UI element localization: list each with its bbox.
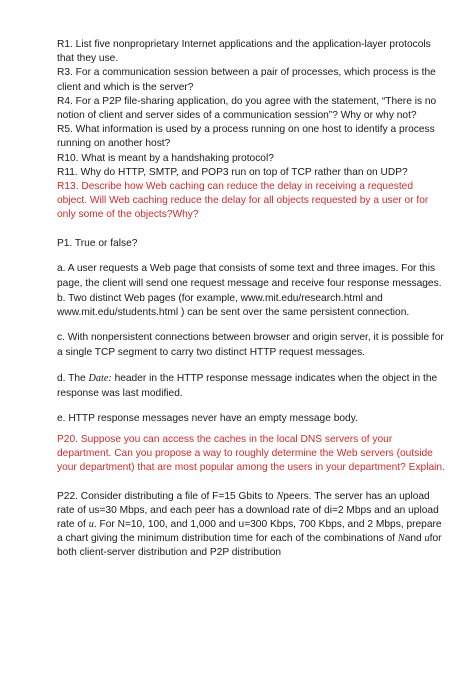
problem-p22 — [57, 490, 445, 561]
p22-part1: P22. Consider distributing a file of F=15 Gbits to — [57, 490, 277, 502]
p1-d-prefix: d. The — [57, 372, 89, 384]
question-r4: R4. For a P2P file-sharing application, do you agree with the statement, “There is no notion of client and server sides of a communication session”? Why or why not? — [57, 95, 437, 122]
question-r11: R11. Why do HTTP, SMTP, and POP3 run on top of TCP rather than on UDP? — [57, 166, 408, 178]
p1-d-date-term: Date: — [88, 372, 112, 384]
spacer — [57, 426, 445, 433]
problem-p1-a: a. A user requests a Web page that consists of some text and three images. For this page, the client will send one request message and receive four response messages. — [57, 262, 442, 290]
p22-u-var: u — [88, 518, 94, 530]
spacer — [57, 223, 445, 237]
p22-N-var: N — [276, 490, 284, 502]
question-r1: R1. List five nonproprietary Internet applications and the application-layer protocols that they use. — [57, 39, 431, 65]
homework-document — [57, 38, 445, 561]
spacer — [57, 402, 445, 412]
problem-p1-e: e. HTTP response messages never have an empty message body. — [57, 412, 358, 424]
question-r13: R13. Describe how Web caching can reduce the delay in receiving a requested object. Will Web caching reduce the delay for all objects requested by a user or for only some of the objects?Why? — [57, 181, 429, 221]
p22-part5: for both client-server distribution and P2P distribution — [57, 533, 442, 559]
spacer — [57, 251, 445, 261]
spacer — [57, 320, 445, 330]
problem-p20: P20. Suppose you can access the caches in the local DNS servers of your department. Can you propose a way to roughly determine the Web servers (outside your department) that are most popular among the users in your department? Explain. — [57, 433, 445, 474]
p22-part2: peers. The server has an upload rate of us=30 Mbps, and each peer has a download rate of di=2 Mbps and an upload rate of — [57, 490, 439, 530]
p22-part3: . For N=10, 100, and 1,000 and u=300 Kbps, 700 Kbps, and 2 Mbps, prepare a chart giving the minimum distribution time for each of the combinations of — [57, 518, 442, 545]
problem-p1-b: b. Two distinct Web pages (for example, www.mit.edu/research.html and www.mit.edu/students.html ) can be sent over the same persistent connection. — [57, 292, 410, 318]
p22-u-var-2: u — [424, 533, 430, 545]
question-r10: R10. What is meant by a handshaking protocol? — [57, 152, 274, 164]
spacer — [57, 476, 445, 490]
p22-N-var-2: N — [397, 533, 405, 545]
question-r3: R3. For a communication session between a pair of processes, which process is the client and which is the server? — [57, 67, 436, 93]
problem-p1-d — [57, 371, 445, 402]
question-r5: R5. What information is used by a process running on one host to identify a process running on another host? — [57, 124, 435, 150]
problem-p1-title: P1. True or false? — [57, 237, 138, 249]
problem-p1-c: c. With nonpersistent connections between browser and origin server, it is possible for a single TCP segment to carry two distinct HTTP request messages. — [57, 332, 444, 359]
spacer — [57, 361, 445, 371]
p1-d-suffix: header in the HTTP response message indicates when the object in the response was last modified. — [57, 372, 438, 400]
p22-part4: and — [404, 533, 425, 545]
